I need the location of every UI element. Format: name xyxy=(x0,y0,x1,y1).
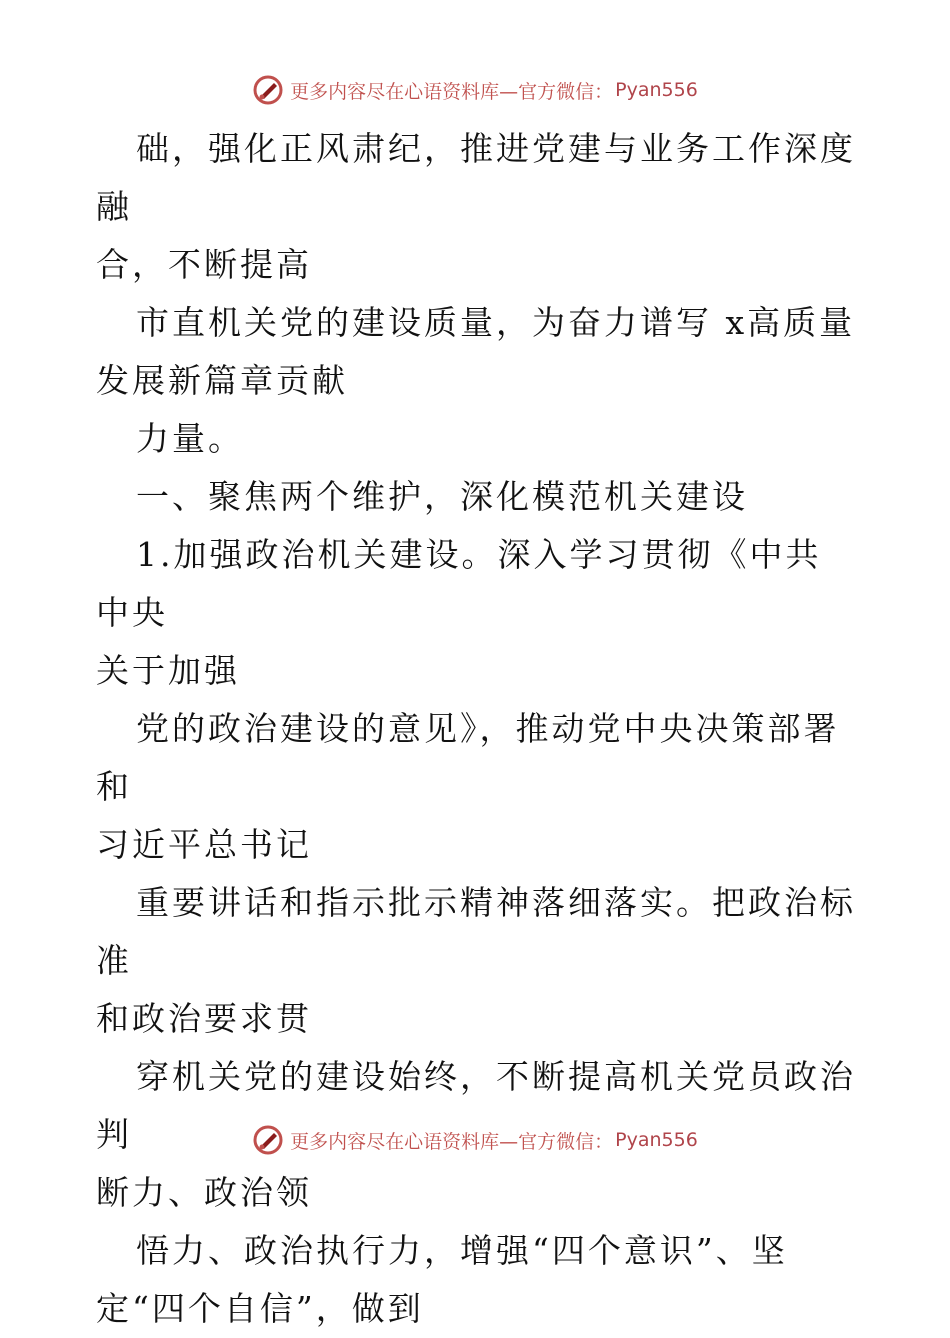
watermark-id: Pyan556 xyxy=(615,1129,698,1151)
paragraph-line: 悟力、政治执行力，增强“四个意识”、坚 xyxy=(136,1231,788,1270)
paragraph xyxy=(96,526,856,700)
paragraph xyxy=(96,120,856,294)
paragraph xyxy=(96,874,856,1048)
brush-logo-icon xyxy=(252,1124,284,1156)
paragraph-line: 力量。 xyxy=(136,419,244,458)
paragraph-continuation: 定“四个自信”，做到 xyxy=(96,1289,424,1328)
watermark-id: Pyan556 xyxy=(615,79,698,101)
paragraph xyxy=(96,410,856,468)
paragraph xyxy=(96,700,856,874)
paragraph-line: 1.加强政治机关建设。深入学习贯彻《中共中央 xyxy=(96,535,822,632)
paragraph-continuation: 断力、政治领 xyxy=(96,1173,312,1212)
paragraph-line: 重要讲话和指示批示精神落细落实。把政治标准 xyxy=(96,883,856,980)
paragraph-continuation: 合，不断提高 xyxy=(96,245,312,284)
paragraph xyxy=(96,294,856,410)
paragraph-line: 市直机关党的建设质量，为奋力谱写 x高质量 xyxy=(136,303,856,342)
heading-text: 一、聚焦两个维护，深化模范机关建设 xyxy=(136,477,748,516)
section-heading xyxy=(96,468,856,526)
watermark-text: 更多内容尽在心语资料库—官方微信： xyxy=(290,80,614,103)
brush-logo-icon xyxy=(252,74,284,106)
paragraph-continuation: 习近平总书记 xyxy=(96,825,312,864)
paragraph-line: 穿机关党的建设始终，不断提高机关党员政治判 xyxy=(96,1057,856,1154)
watermark-text: 更多内容尽在心语资料库—官方微信： xyxy=(290,1130,614,1153)
header-watermark xyxy=(0,70,950,110)
paragraph xyxy=(96,1222,856,1338)
paragraph-line: 党的政治建设的意见》，推动党中央决策部署和 xyxy=(96,709,840,806)
paragraph-continuation: 发展新篇章贡献 xyxy=(96,361,348,400)
paragraph-line: 础，强化正风肃纪，推进党建与业务工作深度融 xyxy=(96,129,856,226)
paragraph-continuation: 和政治要求贯 xyxy=(96,999,312,1038)
footer-watermark xyxy=(0,1120,950,1160)
paragraph-continuation: 关于加强 xyxy=(96,651,240,690)
